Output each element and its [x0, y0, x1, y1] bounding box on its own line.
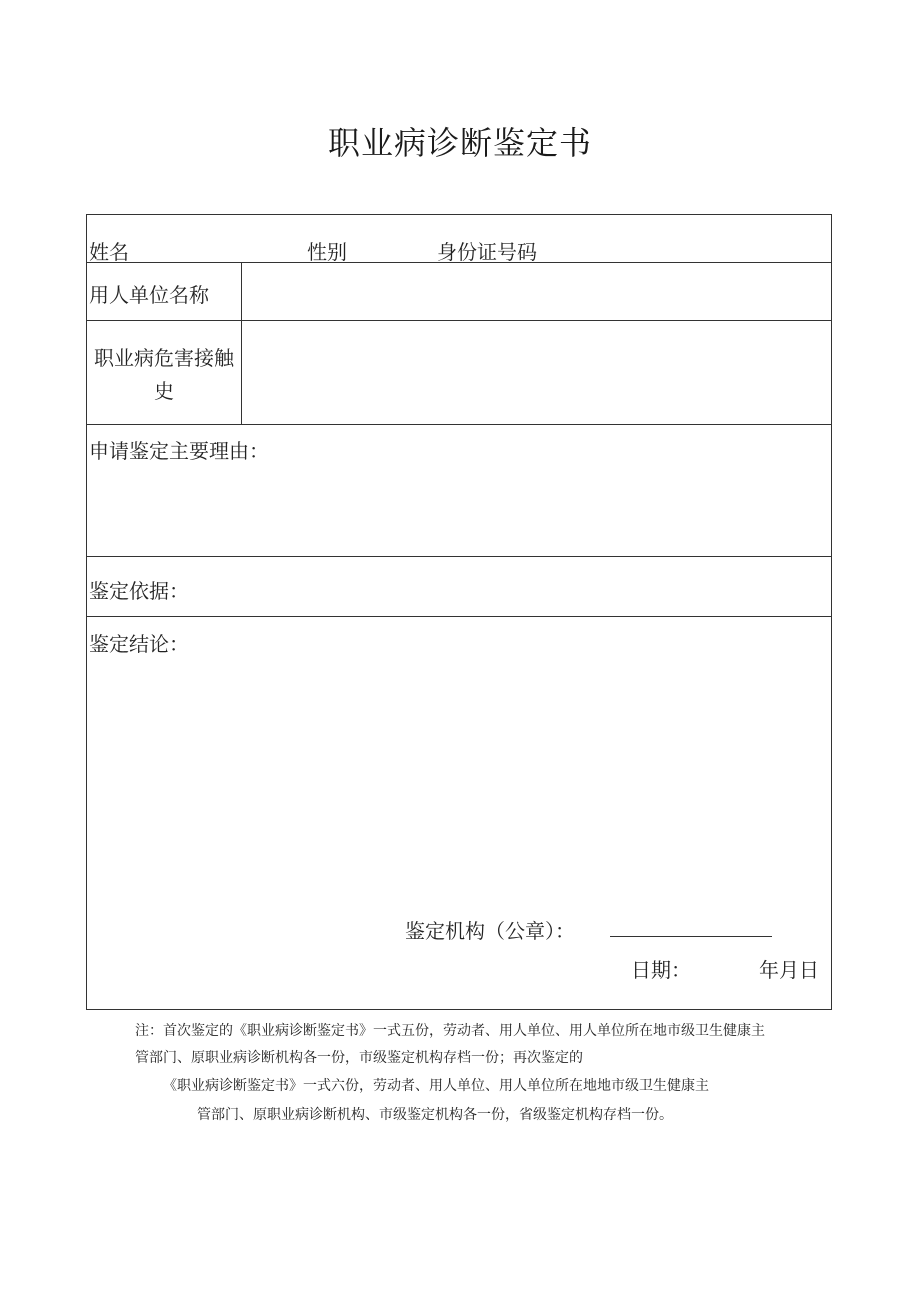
conclusion-label: 鉴定结论：	[89, 632, 189, 656]
row-divider	[87, 556, 831, 557]
name-label: 姓名	[89, 240, 129, 264]
exposure-history-field[interactable]	[243, 321, 831, 423]
employer-name-field[interactable]	[243, 263, 831, 319]
conclusion-field[interactable]	[88, 659, 831, 899]
note-line: 管部门、原职业病诊断机构、市级鉴定机构各一份，省级鉴定机构存档一份。	[197, 1107, 673, 1123]
agency-seal-label: 鉴定机构（公章）：	[405, 919, 575, 943]
reason-label: 申请鉴定主要理由：	[89, 439, 269, 463]
row-divider	[87, 616, 831, 617]
column-divider	[241, 262, 242, 424]
note-line: 注：首次鉴定的《职业病诊断鉴定书》一式五份，劳动者、用人单位、用人单位所在地市级卫生健康主	[135, 1023, 765, 1039]
date-label: 日期：	[631, 958, 691, 982]
reason-field[interactable]	[88, 465, 831, 555]
agency-signature-line[interactable]	[610, 936, 772, 937]
id-number-label: 身份证号码	[437, 240, 537, 264]
row-divider	[87, 424, 831, 425]
note-line: 管部门、原职业病诊断机构各一份，市级鉴定机构存档一份；再次鉴定的	[135, 1050, 583, 1066]
date-ymd-label: 年月日	[759, 958, 819, 982]
gender-label: 性别	[307, 240, 347, 264]
note-line: 《职业病诊断鉴定书》一式六份，劳动者、用人单位、用人单位所在地地市级卫生健康主	[163, 1078, 709, 1094]
appraisal-form	[86, 214, 832, 1010]
exposure-history-label: 职业病危害接触史	[94, 346, 234, 403]
page-title: 职业病诊断鉴定书	[327, 124, 592, 162]
basis-label: 鉴定依据：	[89, 579, 189, 603]
employer-name-label: 用人单位名称	[89, 283, 209, 307]
